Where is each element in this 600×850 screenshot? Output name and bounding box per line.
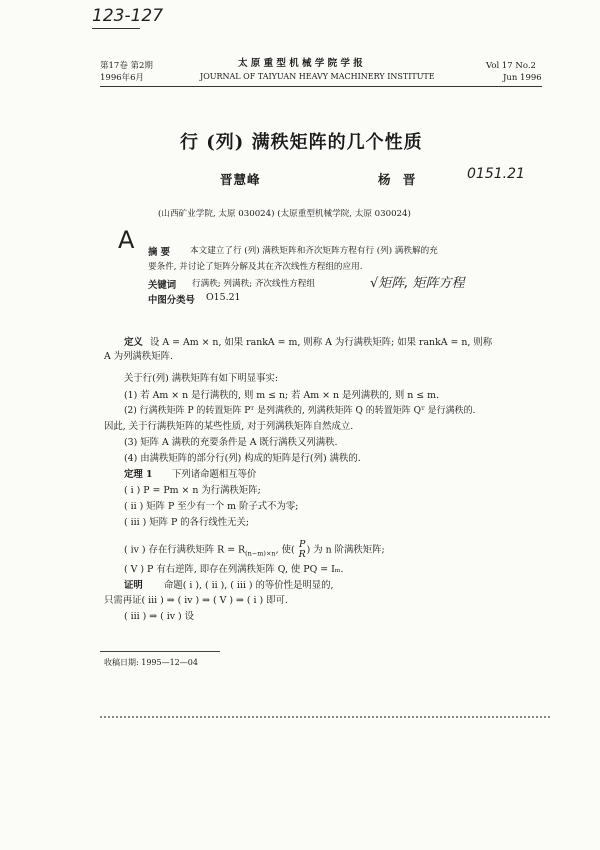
header-journal-en: JOURNAL OF TAIYUAN HEAVY MACHINERY INSTITUTE — [200, 72, 435, 81]
theorem-item-3: ( ⅲ ) 矩阵 P 的各行线性无关; — [124, 517, 250, 528]
affiliation: (山西矿业学院, 太原 030024) (太原重型机械学院, 太原 030024) — [158, 209, 411, 219]
abstract-line-2: 要条件, 并讨论了矩阵分解及其在齐次线性方程组的应用. — [148, 262, 363, 272]
theorem-item-4-start: ( ⅳ ) 存在行满秩矩阵 R = R — [124, 544, 246, 556]
paper-title: 行 (列) 满秩矩阵的几个性质 — [180, 132, 423, 153]
definition-text: 设 A = Am × n, 如果 rankA = m, 则称 A 为行满秩矩阵; 如果 rankA = n, 则称 — [150, 337, 493, 348]
theorem-item-4-end: ) 为 n 阶满秩矩阵; — [306, 544, 385, 556]
theorem-item-4-subscript: (n−m)×n — [245, 549, 276, 558]
fact-2b: 因此, 关于行满秩矩阵的某些性质, 对于列满秩矩阵自然成立. — [104, 421, 354, 432]
handwritten-page-range: 123-127 — [92, 6, 164, 26]
keywords-text: 行满秩; 列满秩; 齐次线性方程组 — [192, 279, 315, 289]
handwritten-classification: 0151.21 — [467, 166, 525, 182]
header-rule — [100, 86, 542, 87]
header-date-en: Jun 1996 — [503, 73, 542, 83]
header-journal-cn: 太 原 重 型 机 械 学 院 学 报 — [238, 58, 363, 69]
keywords-label: 关键词 — [148, 280, 177, 291]
footnote-received-date: 收稿日期: 1995—12—04 — [104, 658, 198, 667]
fact-2a: (2) 行满秩矩阵 P 的转置矩阵 Pᵀ 是列满秩的, 列满秩矩阵 Q 的转置矩阵 Qᵀ 是行满秩的. — [124, 406, 476, 416]
header-volume-cn: 第17卷 第2期 — [100, 61, 153, 71]
abstract-label: 摘 要 — [148, 247, 171, 258]
theorem-item-1: ( ⅰ ) P = Pm × n 为行满秩矩阵; — [124, 485, 261, 496]
theorem-item-4-mid: , 使( — [275, 544, 295, 556]
definition-label: 定义 — [124, 337, 143, 348]
header-volume-en: Vol 17 No.2 — [486, 61, 536, 71]
fact-3: (3) 矩阵 A 满秩的充要条件是 A 既行满秩又列满秩. — [124, 437, 338, 448]
author-second: 杨 晋 — [378, 172, 420, 187]
footnote-rule — [100, 651, 220, 652]
header-date-cn: 1996年6月 — [100, 73, 145, 83]
definition-text-2: A 为列满秩矩阵. — [104, 351, 173, 362]
handwritten-underline — [92, 28, 140, 29]
stacked-matrix — [299, 540, 306, 560]
abstract-line-1: 本文建立了行 (列) 满秩矩阵和齐次矩阵方程有行 (列) 满秩解的充 — [190, 246, 438, 256]
theorem-text: 下列诸命题相互等价 — [172, 469, 257, 480]
handwritten-margin-letter: A — [118, 226, 135, 254]
scan-noise-dots — [100, 716, 550, 720]
fact-1: (1) 若 Am × n 是行满秩的, 则 m ≤ n; 若 Am × n 是列满秩的, 则 n ≤ m. — [124, 390, 439, 401]
proof-text-2: 只需再证( ⅲ ) ⇒ ( ⅳ ) ⇒ ( Ⅴ ) ⇒ ( ⅰ ) 即可. — [104, 595, 288, 606]
stacked-matrix-top: P — [298, 539, 306, 550]
proof-step: ( ⅲ ) ⇒ ( ⅳ ) 设 — [124, 611, 195, 622]
proof-label: 证明 — [124, 580, 143, 591]
stacked-matrix-bottom: R — [298, 549, 306, 560]
facts-intro: 关于行(列) 满秩矩阵有如下明显事实: — [124, 373, 279, 384]
author-first: 晋慧峰 — [220, 172, 261, 187]
theorem-item-4 — [124, 540, 385, 560]
theorem-item-5: ( Ⅴ ) P 有右逆阵, 即存在列满秩矩阵 Q, 使 PQ = Iₘ. — [124, 564, 344, 575]
fact-4: (4) 由满秩矩阵的部分行(列) 构成的矩阵是行(列) 满秩的. — [124, 453, 361, 464]
clc-label: 中图分类号 — [148, 295, 195, 306]
theorem-label: 定理 1 — [124, 469, 153, 480]
handwritten-keywords-note: √矩阵, 矩阵方程 — [370, 276, 465, 291]
theorem-item-2: ( ⅱ ) 矩阵 P 至少有一个 m 阶子式不为零; — [124, 501, 299, 512]
proof-text: 命题( ⅰ ), ( ⅱ ), ( ⅲ ) 的等价性是明显的, — [164, 580, 334, 591]
clc-value: O15.21 — [206, 292, 241, 303]
